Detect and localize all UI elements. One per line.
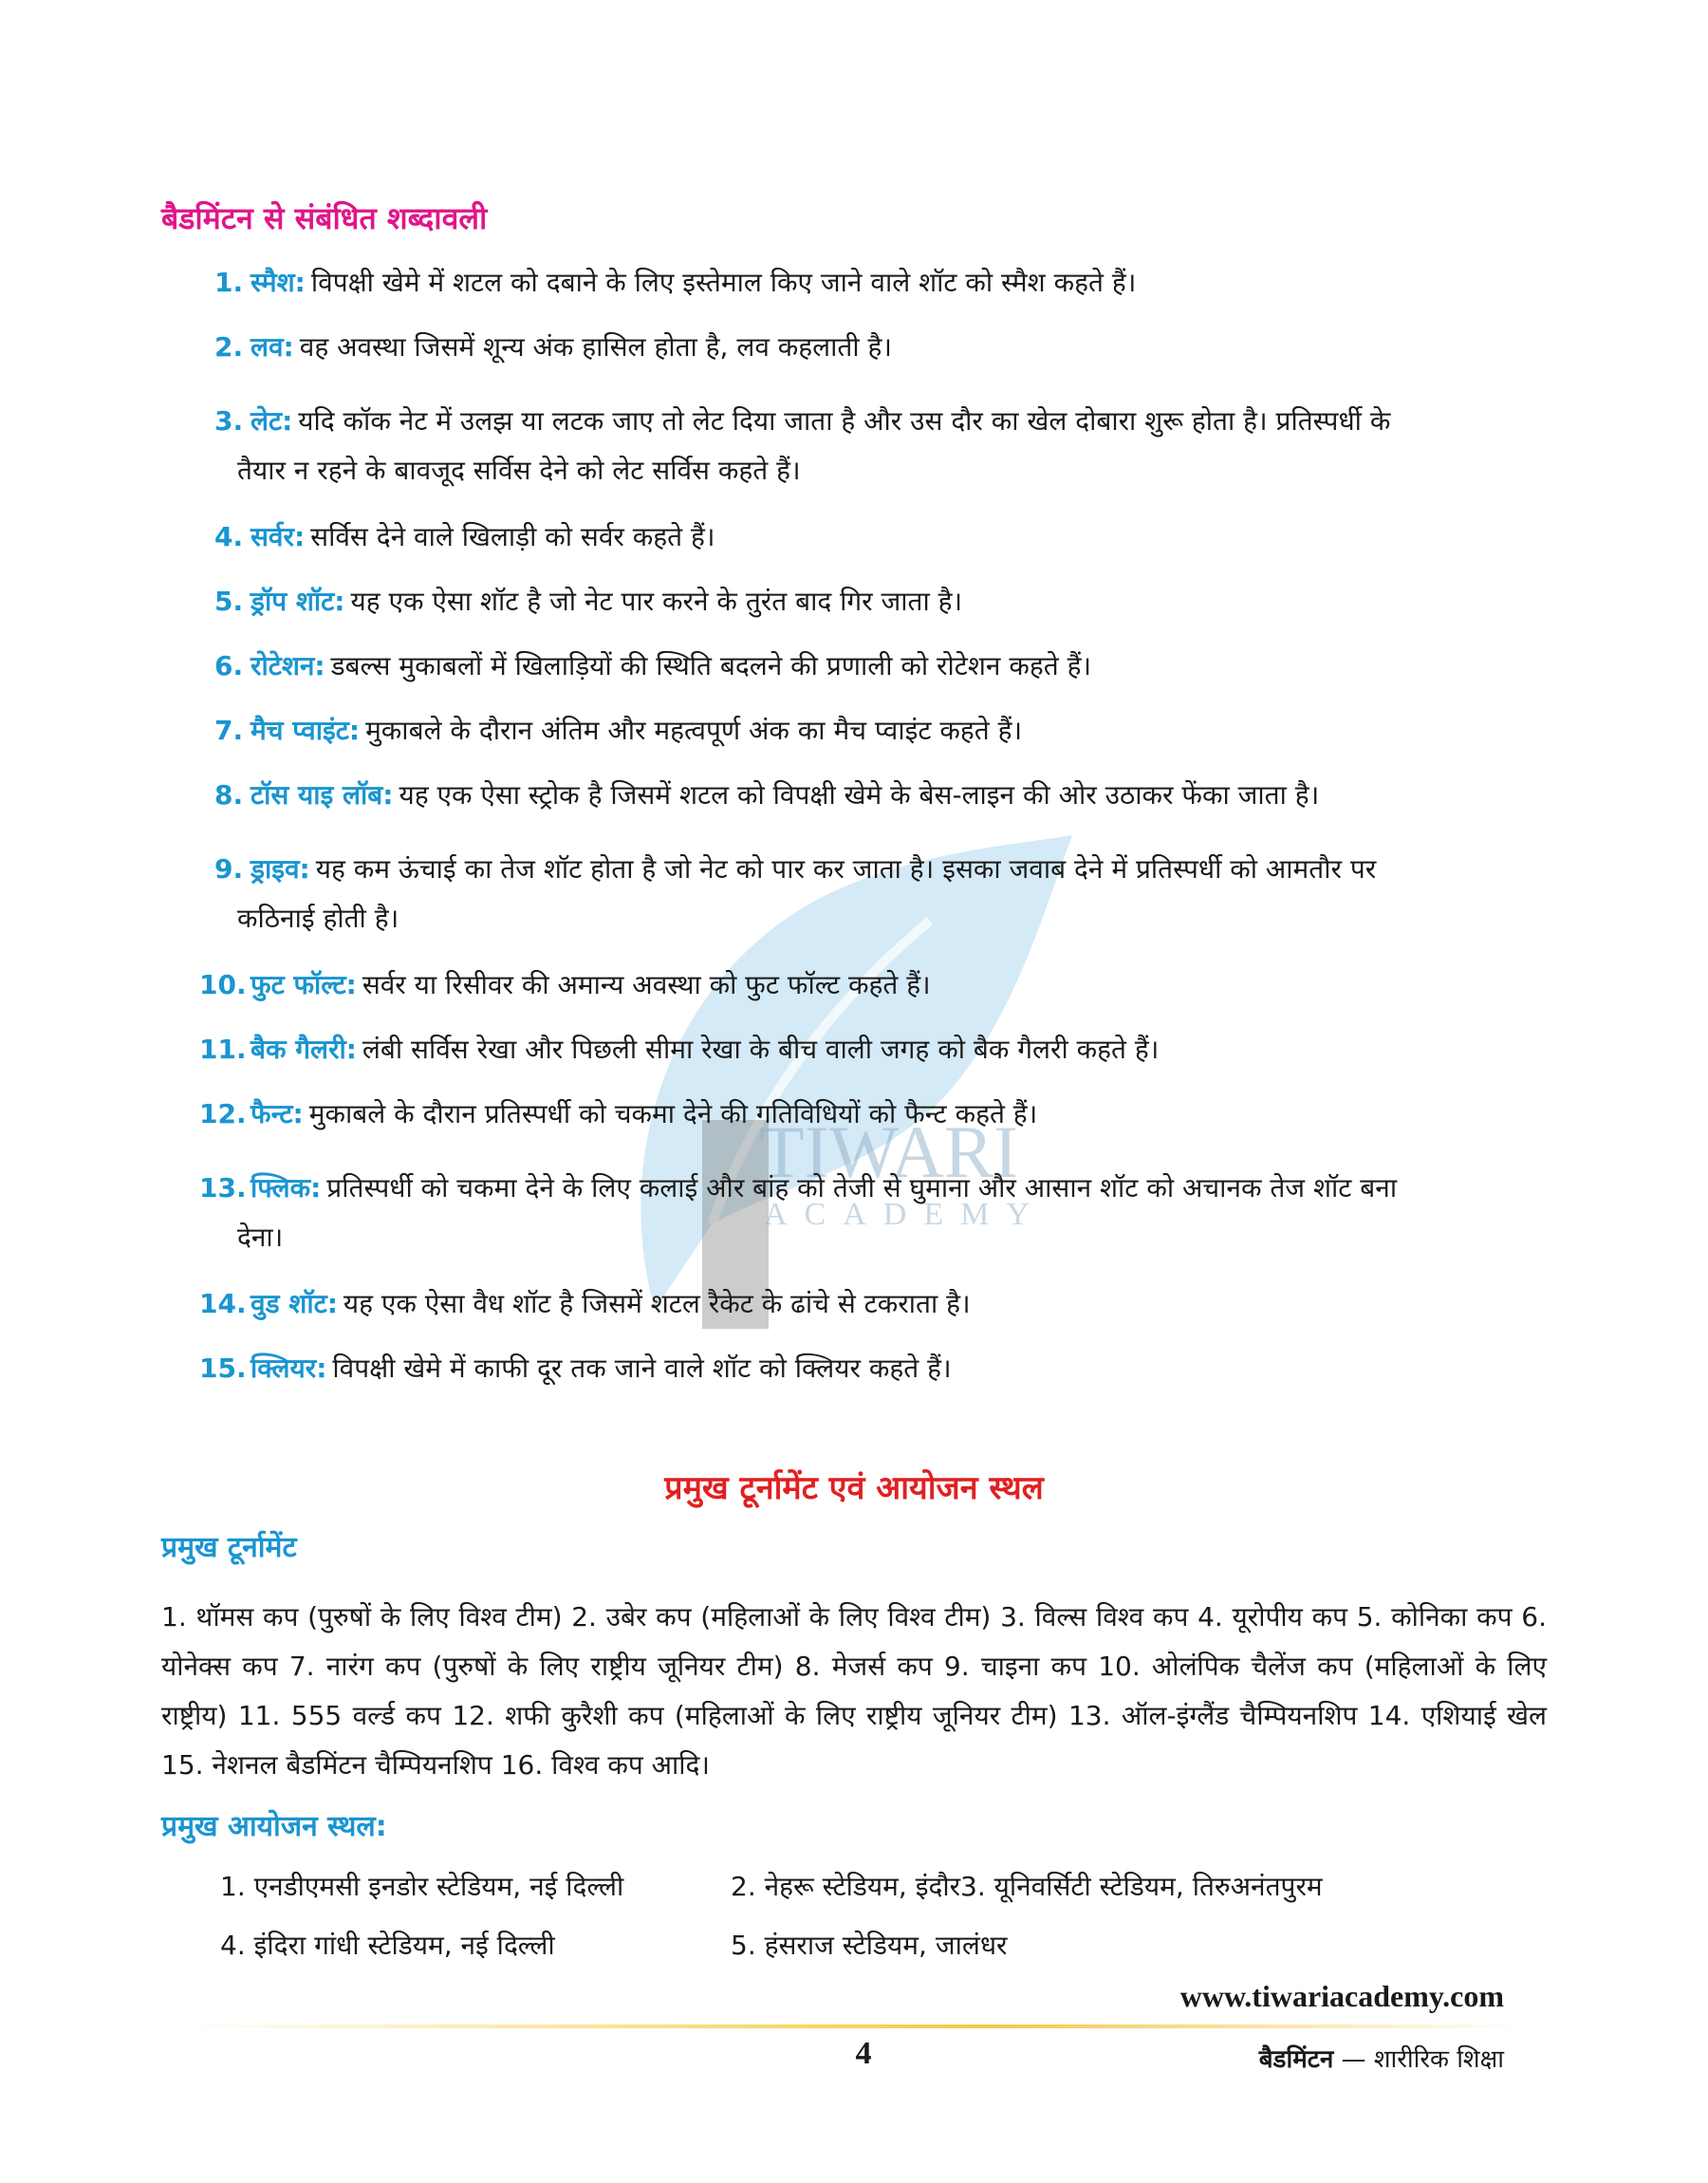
term-definition: विपक्षी खेमे में काफी दूर तक जाने वाले शॉट को क्लियर कहते हैं। <box>332 1353 952 1384</box>
term-definition: वह अवस्था जिसमें शून्य अंक हासिल होता है, लव कहलाती है। <box>299 331 893 363</box>
term-number: 6. <box>214 650 244 681</box>
term-number: 11. <box>199 1034 247 1065</box>
term-name: ड्रॉप शॉट: <box>251 586 345 617</box>
footer-divider <box>180 2024 1528 2028</box>
term-name: स्मैश: <box>251 267 306 298</box>
term-name: सर्वर: <box>251 521 306 552</box>
term-number: 12. <box>199 1098 247 1129</box>
page-number: 4 <box>855 2036 872 2071</box>
website-link[interactable]: www.tiwariacademy.com <box>1179 1979 1504 2013</box>
term-item <box>214 513 1552 562</box>
term-item <box>199 961 1552 1010</box>
term-item <box>214 397 1552 495</box>
term-definition: यह एक ऐसा शॉट है जो नेट पार करने के तुरंत बाद गिर जाता है। <box>350 586 963 617</box>
term-number: 2. <box>214 331 244 363</box>
term-definition: सर्विस देने वाले खिलाड़ी को सर्वर कहते हैं। <box>310 521 715 552</box>
term-item <box>199 1164 1552 1262</box>
term-name: बैक गैलरी: <box>251 1034 357 1065</box>
term-name: लव: <box>251 331 294 363</box>
venue-item: 4. इंदिरा गांधी स्टेडियम, नई दिल्ली <box>220 1930 555 1961</box>
footer-book: शारीरिक शिक्षा <box>1373 2045 1504 2074</box>
term-item <box>214 577 1552 626</box>
term-item <box>214 323 1552 372</box>
footer-book-title <box>1259 2041 1504 2075</box>
footer-separator: — <box>1333 2045 1374 2074</box>
term-name: वुड शॉट: <box>251 1288 338 1319</box>
watermark-text-2: ACADEMY <box>764 1197 1047 1232</box>
venues-heading: प्रमुख आयोजन स्थल: <box>161 1810 387 1843</box>
term-name: रोटेशन: <box>251 650 325 681</box>
term-name: फ्लिक: <box>251 1172 322 1203</box>
term-name: लेट: <box>251 405 293 437</box>
term-definition: डबल्स मुकाबलों में खिलाड़ियों की स्थिति बदलने की प्रणाली को रोटेशन कहते हैं। <box>330 650 1092 681</box>
term-definition: सर्वर या रिसीवर की अमान्य अवस्था को फुट फॉल्ट कहते हैं। <box>362 969 931 1000</box>
term-item <box>199 1279 1552 1329</box>
term-definition: मुकाबले के दौरान अंतिम और महत्वपूर्ण अंक का मैच प्वाइंट कहते हैं। <box>365 715 1023 746</box>
term-definition: यह एक ऐसा वैध शॉट है जिसमें शटल रैकेट के ढांचे से टकराता है। <box>343 1288 971 1319</box>
term-number: 8. <box>214 779 244 811</box>
term-number: 7. <box>214 715 244 746</box>
term-number: 5. <box>214 586 244 617</box>
term-definition: यह एक ऐसा स्ट्रोक है जिसमें शटल को विपक्षी खेमे के बेस-लाइन की ओर उठाकर फेंका जाता है। <box>399 779 1320 811</box>
tournaments-heading: प्रमुख टूर्नामेंट <box>161 1531 297 1564</box>
term-number: 4. <box>214 521 244 552</box>
term-item <box>199 1344 1552 1393</box>
term-number: 14. <box>199 1288 247 1319</box>
term-definition: यह कम ऊंचाई का तेज शॉट होता है जो नेट को पार कर जाता है। इसका जवाब देने में प्रतिस्पर्धी को आमतौर पर <box>315 853 1377 885</box>
term-item <box>214 258 1552 308</box>
venue-item: 5. हंसराज स्टेडियम, जालंधर <box>731 1930 1008 1961</box>
term-item <box>214 706 1552 756</box>
term-definition: यदि कॉक नेट में उलझ या लटक जाए तो लेट दिया जाता है और उस दौर का खेल दोबारा शुरू होता है। प्रतिस्पर्धी के <box>298 405 1391 437</box>
term-number: 13. <box>199 1172 247 1203</box>
term-definition: विपक्षी खेमे में शटल को दबाने के लिए इस्तेमाल किए जाने वाले शॉट को स्मैश कहते हैं। <box>310 267 1137 298</box>
term-item <box>199 1090 1552 1139</box>
terms-heading: बैडमिंटन से संबंधित शब्दावली <box>161 200 488 236</box>
term-number: 15. <box>199 1353 247 1384</box>
term-name: क्लियर: <box>251 1353 327 1384</box>
term-definition: मुकाबले के दौरान प्रतिस्पर्धी को चकमा देने की गतिविधियों को फैन्ट कहते हैं। <box>308 1098 1038 1129</box>
footer-subject: बैडमिंटन <box>1258 2045 1334 2074</box>
tournaments-paragraph: 1. थॉमस कप (पुरुषों के लिए विश्व टीम) 2. उबेर कप (महिलाओं के लिए विश्व टीम) 3. विल्स विश्व कप 4. यूरोपीय कप 5. कोनिका कप 6. योनेक्स कप 7. नारंग कप (पुरुषों के लिए राष्ट्रीय जूनियर टीम) 8. मेजर्स कप 9. चाइना कप 10. ओलंपिक चैलेंज कप (महिलाओं के लिए राष्ट्रीय) 11. 555 वर्ल्ड कप 12. शफी कुरैशी कप (महिलाओं के लिए राष्ट्रीय जूनियर टीम) 13. ऑल-इंग्लैंड चैम्पियनशिप 14. एशियाई खेल 15. नेशनल बैडमिंटन चैम्पियनशिप 16. विश्व कप आदि। <box>161 1601 1547 1781</box>
term-item <box>214 771 1552 820</box>
section-title: प्रमुख टूर्नामेंट एवं आयोजन स्थल <box>664 1469 1044 1507</box>
venue-item: 1. एनडीएमसी इनडोर स्टेडियम, नई दिल्ली <box>220 1871 624 1902</box>
term-definition-continued: देना। <box>237 1222 284 1253</box>
term-number: 1. <box>214 267 244 298</box>
term-number: 3. <box>214 405 244 437</box>
term-name: मैच प्वाइंट: <box>251 715 361 746</box>
term-item <box>199 1025 1552 1074</box>
term-name: ड्राइव: <box>251 853 310 885</box>
term-item <box>214 845 1552 943</box>
term-definition: लंबी सर्विस रेखा और पिछली सीमा रेखा के बीच वाली जगह को बैक गैलरी कहते हैं। <box>362 1034 1160 1065</box>
term-name: फुट फॉल्ट: <box>251 969 357 1000</box>
watermark-text-1: TIWARI <box>759 1110 1018 1193</box>
term-name: फैन्ट: <box>251 1098 304 1129</box>
term-name: टॉस याइ लॉब: <box>251 779 394 811</box>
venue-item: 2. नेहरू स्टेडियम, इंदौर3. यूनिवर्सिटी स्टेडियम, तिरुअनंतपुरम <box>731 1871 1323 1902</box>
term-item <box>214 642 1552 691</box>
term-definition-continued: कठिनाई होती है। <box>237 903 399 934</box>
term-number: 10. <box>199 969 247 1000</box>
term-definition-continued: तैयार न रहने के बावजूद सर्विस देने को लेट सर्विस कहते हैं। <box>237 455 801 486</box>
term-definition: प्रतिस्पर्धी को चकमा देने के लिए कलाई और बांह को तेजी से घुमाना और आसान शॉट को अचानक तेज शॉट बना <box>326 1172 1398 1203</box>
term-number: 9. <box>214 853 244 885</box>
